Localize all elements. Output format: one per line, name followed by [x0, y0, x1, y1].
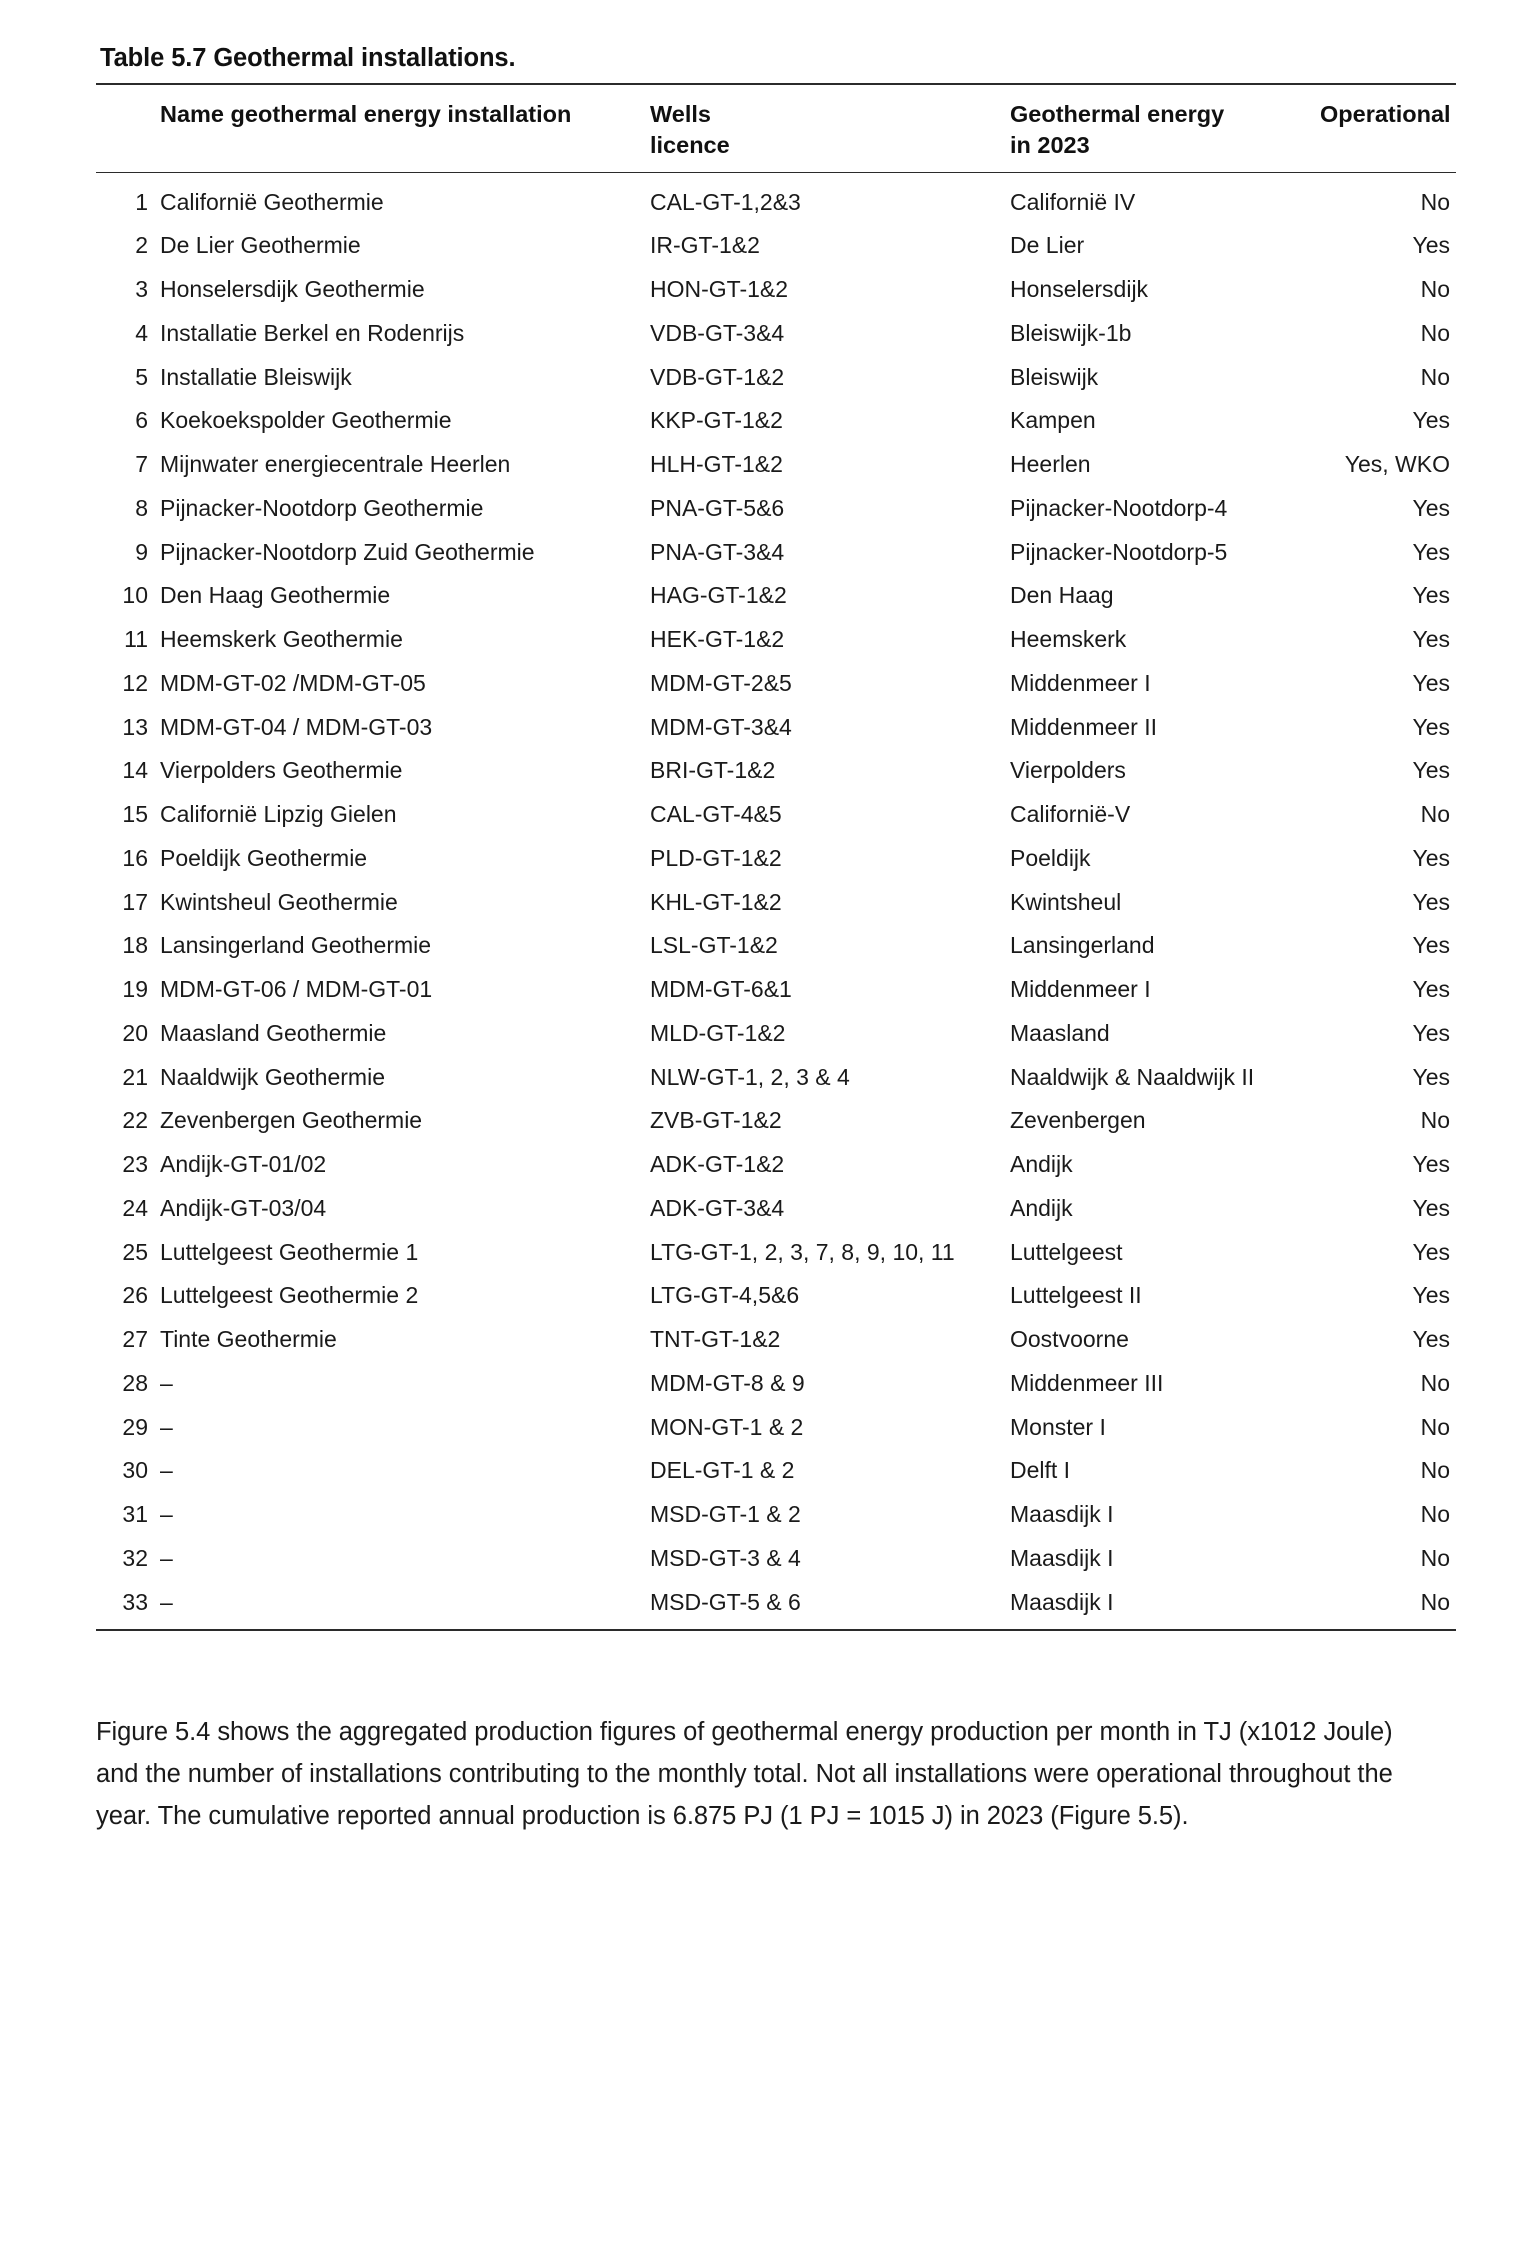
- table-row: [96, 1493, 1456, 1537]
- cell-wells-licence: LSL-GT-1&2: [650, 932, 778, 959]
- column-header-energy: [1004, 84, 1314, 172]
- cell-wells-licence: ZVB-GT-1&2: [650, 1107, 782, 1134]
- cell-installation-name: –: [160, 1369, 173, 1396]
- table-row: [96, 1449, 1456, 1493]
- cell-number: 6: [135, 407, 148, 434]
- table-row: [96, 311, 1456, 355]
- cell-wells-licence: PNA-GT-5&6: [650, 494, 785, 521]
- cell-operational: Yes: [1412, 932, 1450, 959]
- cell-geothermal-energy: Bleiswijk: [1010, 363, 1099, 390]
- cell-installation-name: Installatie Berkel en Rodenrijs: [160, 319, 465, 346]
- table-row: [96, 443, 1456, 487]
- cell-geothermal-energy: Delft I: [1010, 1457, 1071, 1484]
- cell-installation-name: –: [160, 1501, 173, 1527]
- cell-wells-licence: HEK-GT-1&2: [650, 626, 785, 652]
- cell-wells-licence: CAL-GT-1,2&3: [650, 188, 801, 215]
- table-row: [96, 1580, 1456, 1630]
- column-header-operational: Operational: [1314, 84, 1456, 172]
- cell-installation-name: Mijnwater energiecentrale Heerlen: [160, 451, 511, 477]
- cell-operational: No: [1420, 1413, 1450, 1440]
- cell-geothermal-energy: Monster I: [1010, 1413, 1106, 1440]
- cell-operational: No: [1420, 1457, 1450, 1484]
- cell-installation-name: Installatie Bleiswijk: [160, 363, 352, 390]
- cell-number: 17: [122, 888, 148, 915]
- cell-geothermal-energy: Den Haag: [1010, 582, 1114, 609]
- column-header-energy-line2: in 2023: [1010, 132, 1090, 159]
- cell-installation-name: Kwintsheul Geothermie: [160, 888, 398, 915]
- column-header-wells: [644, 84, 1004, 172]
- cell-operational: No: [1420, 1501, 1450, 1527]
- table-row: [96, 268, 1456, 312]
- table-row: [96, 880, 1456, 924]
- table-caption: Table 5.7 Geothermal installations.: [100, 44, 516, 72]
- cell-wells-licence: MSD-GT-5 & 6: [650, 1588, 801, 1615]
- cell-operational: Yes: [1412, 1238, 1450, 1265]
- table-row: [96, 836, 1456, 880]
- cell-operational: No: [1420, 1544, 1450, 1571]
- cell-geothermal-energy: Bleiswijk-1b: [1010, 319, 1132, 346]
- cell-wells-licence: NLW-GT-1, 2, 3 & 4: [650, 1063, 850, 1090]
- cell-number: 29: [122, 1413, 148, 1440]
- cell-installation-name: Luttelgeest Geothermie 2: [160, 1282, 419, 1309]
- cell-operational: Yes: [1412, 976, 1450, 1002]
- cell-wells-licence: MDM-GT-2&5: [650, 669, 792, 696]
- cell-installation-name: –: [160, 1457, 173, 1484]
- cell-wells-licence: LTG-GT-4,5&6: [650, 1282, 800, 1309]
- table-row: [96, 1143, 1456, 1187]
- cell-geothermal-energy: Poeldijk: [1010, 844, 1091, 871]
- cell-number: 18: [122, 932, 148, 959]
- cell-number: 32: [122, 1544, 148, 1571]
- cell-wells-licence: HLH-GT-1&2: [650, 451, 783, 477]
- cell-installation-name: –: [160, 1413, 173, 1440]
- table-row: [96, 1361, 1456, 1405]
- table-row: [96, 705, 1456, 749]
- cell-geothermal-energy: Middenmeer I: [1010, 669, 1151, 696]
- cell-wells-licence: VDB-GT-1&2: [650, 363, 785, 390]
- cell-installation-name: Pijnacker-Nootdorp Geothermie: [160, 494, 484, 521]
- cell-geothermal-energy: Maasdijk I: [1010, 1501, 1114, 1527]
- table-row: [96, 661, 1456, 705]
- cell-wells-licence: BRI-GT-1&2: [650, 757, 776, 784]
- cell-number: 24: [122, 1194, 148, 1221]
- cell-number: 16: [122, 844, 148, 871]
- cell-geothermal-energy: Honselersdijk: [1010, 276, 1149, 302]
- cell-number: 2: [135, 232, 148, 259]
- cell-installation-name: –: [160, 1544, 173, 1571]
- cell-operational: Yes: [1412, 1282, 1450, 1309]
- cell-number: 23: [122, 1151, 148, 1177]
- table-row: [96, 793, 1456, 837]
- table-row: [96, 530, 1456, 574]
- cell-wells-licence: ADK-GT-3&4: [650, 1194, 785, 1221]
- cell-installation-name: Andijk-GT-01/02: [160, 1151, 327, 1177]
- cell-geothermal-energy: Luttelgeest: [1010, 1238, 1123, 1265]
- cell-geothermal-energy: Middenmeer II: [1010, 713, 1158, 740]
- cell-wells-licence: TNT-GT-1&2: [650, 1326, 781, 1352]
- cell-installation-name: Zevenbergen Geothermie: [160, 1107, 423, 1134]
- cell-installation-name: Pijnacker-Nootdorp Zuid Geothermie: [160, 538, 535, 565]
- cell-operational: Yes: [1412, 582, 1450, 609]
- table-row: [96, 1405, 1456, 1449]
- cell-geothermal-energy: Kampen: [1010, 407, 1096, 434]
- cell-geothermal-energy: Californië IV: [1010, 188, 1136, 215]
- cell-number: 33: [122, 1588, 148, 1615]
- cell-wells-licence: HAG-GT-1&2: [650, 582, 787, 609]
- table-header-row: [96, 84, 1456, 172]
- cell-installation-name: Vierpolders Geothermie: [160, 757, 403, 784]
- cell-operational: Yes: [1412, 669, 1450, 696]
- cell-installation-name: Lansingerland Geothermie: [160, 932, 432, 959]
- cell-number: 11: [124, 626, 148, 652]
- cell-number: 4: [135, 319, 148, 346]
- cell-installation-name: Poeldijk Geothermie: [160, 844, 368, 871]
- cell-operational: No: [1420, 188, 1450, 215]
- cell-installation-name: Andijk-GT-03/04: [160, 1194, 327, 1221]
- table-row: [96, 1186, 1456, 1230]
- cell-geothermal-energy: Heemskerk: [1010, 626, 1127, 652]
- cell-number: 1: [135, 188, 148, 215]
- cell-geothermal-energy: Middenmeer III: [1010, 1369, 1164, 1396]
- cell-wells-licence: LTG-GT-1, 2, 3, 7, 8, 9, 10, 11: [650, 1238, 955, 1265]
- cell-installation-name: Californië Lipzig Gielen: [160, 801, 397, 827]
- cell-geothermal-energy: Lansingerland: [1010, 932, 1155, 959]
- cell-number: 15: [122, 801, 148, 827]
- cell-geothermal-energy: Naaldwijk & Naaldwijk II: [1010, 1063, 1255, 1090]
- cell-geothermal-energy: Pijnacker-Nootdorp-4: [1010, 494, 1228, 521]
- cell-wells-licence: PLD-GT-1&2: [650, 844, 782, 871]
- cell-number: 21: [122, 1063, 148, 1090]
- cell-operational: Yes: [1412, 1019, 1450, 1046]
- cell-operational: No: [1420, 801, 1450, 827]
- cell-number: 3: [135, 276, 148, 302]
- cell-installation-name: De Lier Geothermie: [160, 232, 361, 259]
- cell-operational: No: [1420, 1369, 1450, 1396]
- cell-installation-name: Honselersdijk Geothermie: [160, 276, 425, 302]
- cell-geothermal-energy: Pijnacker-Nootdorp-5: [1010, 538, 1228, 565]
- cell-wells-licence: CAL-GT-4&5: [650, 801, 782, 827]
- cell-operational: Yes: [1412, 1151, 1450, 1177]
- cell-operational: Yes: [1412, 626, 1450, 652]
- cell-number: 19: [122, 976, 148, 1002]
- cell-operational: Yes: [1412, 888, 1450, 915]
- cell-installation-name: Den Haag Geothermie: [160, 582, 391, 609]
- cell-installation-name: Naaldwijk Geothermie: [160, 1063, 385, 1090]
- cell-number: 14: [122, 757, 148, 784]
- cell-operational: Yes: [1412, 538, 1450, 565]
- cell-number: 9: [135, 538, 148, 565]
- cell-geothermal-energy: Andijk: [1010, 1194, 1073, 1221]
- cell-wells-licence: MSD-GT-3 & 4: [650, 1544, 801, 1571]
- cell-number: 20: [122, 1019, 148, 1046]
- cell-number: 22: [122, 1107, 148, 1134]
- cell-operational: Yes: [1412, 494, 1450, 521]
- cell-wells-licence: KKP-GT-1&2: [650, 407, 783, 434]
- cell-installation-name: Koekoekspolder Geothermie: [160, 407, 452, 434]
- cell-installation-name: –: [160, 1588, 173, 1615]
- cell-installation-name: Californië Geothermie: [160, 188, 384, 215]
- cell-geothermal-energy: Maasland: [1010, 1019, 1110, 1046]
- cell-operational: Yes: [1412, 1326, 1450, 1352]
- table-row: [96, 574, 1456, 618]
- cell-number: 8: [135, 494, 148, 521]
- column-header-wells-line2: licence: [650, 132, 730, 159]
- cell-number: 13: [122, 713, 148, 740]
- geothermal-installations-table: [96, 83, 1456, 1631]
- cell-operational: Yes, WKO: [1344, 451, 1450, 477]
- cell-operational: Yes: [1412, 713, 1450, 740]
- body-text-block: [96, 1711, 1426, 1837]
- cell-wells-licence: ADK-GT-1&2: [650, 1151, 785, 1177]
- cell-wells-licence: DEL-GT-1 & 2: [650, 1457, 795, 1484]
- cell-wells-licence: MON-GT-1 & 2: [650, 1413, 804, 1440]
- table-row: [96, 1318, 1456, 1362]
- table-row: [96, 968, 1456, 1012]
- cell-operational: Yes: [1412, 844, 1450, 871]
- table-row: [96, 924, 1456, 968]
- cell-number: 30: [122, 1457, 148, 1484]
- cell-geothermal-energy: Maasdijk I: [1010, 1588, 1114, 1615]
- table-row: [96, 355, 1456, 399]
- cell-operational: No: [1420, 319, 1450, 346]
- cell-number: 31: [122, 1501, 148, 1527]
- table-row: [96, 1230, 1456, 1274]
- table-row: [96, 1536, 1456, 1580]
- cell-operational: No: [1420, 363, 1450, 390]
- cell-installation-name: Luttelgeest Geothermie 1: [160, 1238, 419, 1265]
- cell-installation-name: Heemskerk Geothermie: [160, 626, 403, 652]
- cell-wells-licence: MDM-GT-6&1: [650, 976, 792, 1002]
- table-row: [96, 399, 1456, 443]
- cell-installation-name: MDM-GT-02 /MDM-GT-05: [160, 669, 426, 696]
- cell-geothermal-energy: Heerlen: [1010, 451, 1091, 477]
- cell-installation-name: Maasland Geothermie: [160, 1019, 387, 1046]
- cell-number: 25: [122, 1238, 148, 1265]
- cell-operational: Yes: [1412, 232, 1450, 259]
- cell-geothermal-energy: Californië-V: [1010, 801, 1131, 827]
- cell-operational: Yes: [1412, 757, 1450, 784]
- column-header-number: [96, 84, 154, 172]
- cell-geothermal-energy: Zevenbergen: [1010, 1107, 1146, 1134]
- cell-number: 26: [122, 1282, 148, 1309]
- cell-operational: No: [1420, 1107, 1450, 1134]
- table-row: [96, 172, 1456, 224]
- cell-wells-licence: IR-GT-1&2: [650, 232, 760, 259]
- cell-wells-licence: HON-GT-1&2: [650, 276, 789, 302]
- cell-wells-licence: PNA-GT-3&4: [650, 538, 785, 565]
- table-row: [96, 1055, 1456, 1099]
- cell-number: 10: [122, 582, 148, 609]
- cell-installation-name: Tinte Geothermie: [160, 1326, 337, 1352]
- cell-operational: No: [1420, 276, 1450, 302]
- table-header: [96, 84, 1456, 172]
- cell-geothermal-energy: Vierpolders: [1010, 757, 1126, 784]
- cell-number: 7: [135, 451, 148, 477]
- column-header-name: Name geothermal energy installation: [154, 84, 644, 172]
- table-row: [96, 1099, 1456, 1143]
- column-header-wells-line1: Wells: [650, 101, 711, 127]
- cell-wells-licence: MDM-GT-3&4: [650, 713, 792, 740]
- table-row: [96, 224, 1456, 268]
- cell-wells-licence: VDB-GT-3&4: [650, 319, 785, 346]
- cell-geothermal-energy: Maasdijk I: [1010, 1544, 1114, 1571]
- cell-wells-licence: MSD-GT-1 & 2: [650, 1501, 801, 1527]
- cell-operational: Yes: [1412, 1063, 1450, 1090]
- cell-number: 12: [122, 669, 148, 696]
- table-row: [96, 1011, 1456, 1055]
- cell-installation-name: MDM-GT-06 / MDM-GT-01: [160, 976, 433, 1002]
- cell-wells-licence: KHL-GT-1&2: [650, 888, 782, 915]
- cell-geothermal-energy: Luttelgeest II: [1010, 1282, 1142, 1309]
- column-header-energy-line1: Geothermal energy: [1010, 101, 1225, 127]
- cell-wells-licence: MDM-GT-8 & 9: [650, 1369, 805, 1396]
- cell-geothermal-energy: Kwintsheul: [1010, 888, 1122, 915]
- table-row: [96, 618, 1456, 662]
- cell-number: 27: [122, 1326, 148, 1352]
- cell-operational: No: [1420, 1588, 1450, 1615]
- cell-geothermal-energy: Middenmeer I: [1010, 976, 1151, 1002]
- cell-number: 5: [135, 363, 148, 390]
- table-row: [96, 749, 1456, 793]
- table-body: [96, 172, 1456, 1630]
- paragraph-figure-5-4: Figure 5.4 shows the aggregated production figures of geothermal energy production per month in TJ (x1012 Joule) and the number of installations contributing to the monthly total. Not all installations were operational throughout the year. The cumulative reported annual production is 6.875 PJ (1 PJ = 1015 J) in 2023 (Figure 5.5).: [96, 1718, 1393, 1831]
- cell-installation-name: MDM-GT-04 / MDM-GT-03: [160, 713, 433, 740]
- cell-geothermal-energy: Andijk: [1010, 1151, 1073, 1177]
- cell-geothermal-energy: Oostvoorne: [1010, 1326, 1129, 1352]
- cell-operational: Yes: [1412, 1194, 1450, 1221]
- cell-wells-licence: MLD-GT-1&2: [650, 1019, 786, 1046]
- table-row: [96, 486, 1456, 530]
- cell-number: 28: [122, 1369, 148, 1396]
- cell-geothermal-energy: De Lier: [1010, 232, 1085, 259]
- cell-operational: Yes: [1412, 407, 1450, 434]
- table-row: [96, 1274, 1456, 1318]
